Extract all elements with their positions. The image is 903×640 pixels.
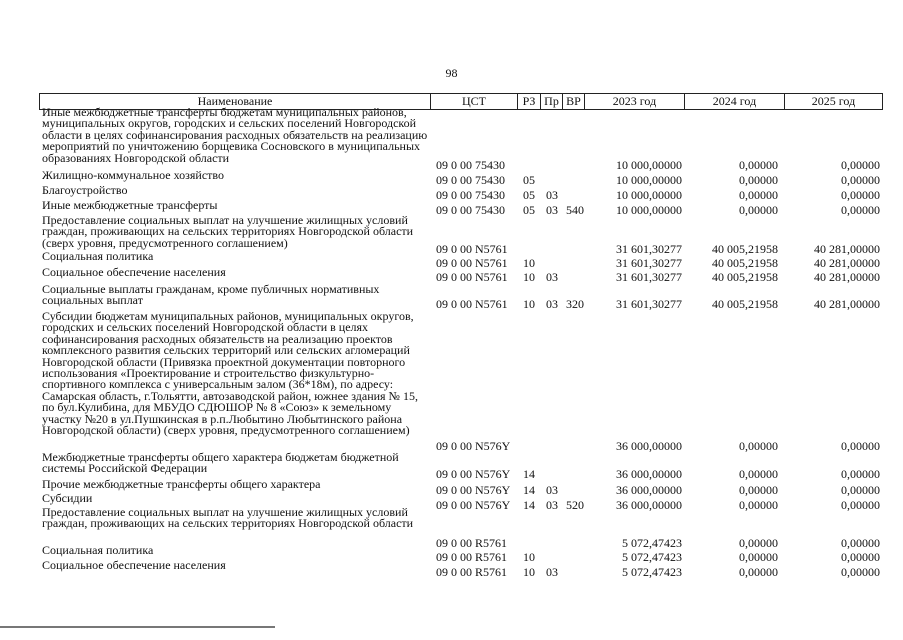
row-name: Социальная политика xyxy=(42,543,154,557)
row-name: Иные межбюджетные трансферты бюджетам муниципальных районов, муниципальных округов, городских и сельских поселений Новгородской области в целях софинансирования расходных обязательств на реализацию мероприятий по уничтожению борщевика Сосновского в муниципальных образованиях Новгородской области xyxy=(42,105,428,165)
row-rz: 14 xyxy=(523,498,535,512)
header-name: Наименование xyxy=(197,94,273,108)
row-cst: 09 0 00 N5761 xyxy=(436,256,508,270)
row-y2024: 40 005,21958 xyxy=(712,242,778,256)
row-y2023: 31 601,30277 xyxy=(616,256,682,270)
row-y2024: 0,00000 xyxy=(739,173,778,187)
row-rz: 10 xyxy=(523,297,535,311)
row-cst: 09 0 00 75430 xyxy=(436,158,505,172)
row-y2023: 36 000,00000 xyxy=(616,498,682,512)
row-name: Предоставление социальных выплат на улучшение жилищных условий граждан, проживающих на сельских территориях Новгородской области (сверх уровня, предусмотренного соглашением) xyxy=(42,213,414,250)
row-y2024: 0,00000 xyxy=(739,467,778,481)
row-y2025: 40 281,00000 xyxy=(814,242,880,256)
header-2023: 2023 год xyxy=(584,94,684,109)
row-y2025: 0,00000 xyxy=(841,550,880,564)
header-rz: РЗ xyxy=(517,94,540,109)
row-rz: 10 xyxy=(523,256,535,270)
row-name: Предоставление социальных выплат на улучшение жилищных условий граждан, проживающих на сельских территориях Новгородской области xyxy=(42,505,414,531)
row-cst: 09 0 00 N5761 xyxy=(436,297,508,311)
row-rz: 14 xyxy=(523,467,535,481)
row-cst: 09 0 00 N5761 xyxy=(436,242,508,256)
row-y2023: 36 000,00000 xyxy=(616,483,682,497)
row-cst: 09 0 00 N576Y xyxy=(436,498,511,512)
row-rz: 10 xyxy=(523,565,535,579)
row-pr: 03 xyxy=(546,498,558,512)
row-y2023: 5 072,47423 xyxy=(622,550,682,564)
row-y2024: 0,00000 xyxy=(739,188,778,202)
row-y2023: 36 000,00000 xyxy=(616,439,682,453)
row-cst: 09 0 00 N576Y xyxy=(436,439,511,453)
row-cst: 09 0 00 N576Y xyxy=(436,483,511,497)
row-y2024: 0,00000 xyxy=(739,203,778,217)
row-cst: 09 0 00 R5761 xyxy=(436,550,508,564)
header-2024: 2024 год xyxy=(684,94,784,109)
row-y2025: 0,00000 xyxy=(841,158,880,172)
row-rz: 05 xyxy=(523,203,535,217)
header-vr: ВР xyxy=(562,94,584,109)
row-y2023: 31 601,30277 xyxy=(616,297,682,311)
row-y2024: 0,00000 xyxy=(739,158,778,172)
row-name: Жилищно-коммунальное хозяйство xyxy=(42,168,225,182)
row-y2025: 40 281,00000 xyxy=(814,297,880,311)
row-y2023: 31 601,30277 xyxy=(616,242,682,256)
row-name: Субсидии xyxy=(42,491,93,505)
header-cst: ЦСТ xyxy=(430,94,517,109)
row-y2025: 0,00000 xyxy=(841,173,880,187)
row-y2023: 10 000,00000 xyxy=(616,158,682,172)
row-y2025: 0,00000 xyxy=(841,439,880,453)
row-vr: 320 xyxy=(566,297,584,311)
row-y2024: 0,00000 xyxy=(739,550,778,564)
row-name: Социальная политика xyxy=(42,249,154,263)
row-y2025: 0,00000 xyxy=(841,483,880,497)
row-cst: 09 0 00 75430 xyxy=(436,188,505,202)
row-y2025: 0,00000 xyxy=(841,467,880,481)
row-y2024: 40 005,21958 xyxy=(712,256,778,270)
row-vr: 540 xyxy=(566,203,584,217)
row-name: Социальное обеспечение населения xyxy=(42,558,226,572)
row-y2024: 0,00000 xyxy=(739,536,778,550)
row-rz: 10 xyxy=(523,270,535,284)
row-cst: 09 0 00 R5761 xyxy=(436,536,508,550)
row-pr: 03 xyxy=(546,270,558,284)
row-name: Иные межбюджетные трансферты xyxy=(42,198,218,212)
row-y2025: 0,00000 xyxy=(841,203,880,217)
row-y2024: 0,00000 xyxy=(739,439,778,453)
row-name: Социальное обеспечение населения xyxy=(42,265,226,279)
row-y2023: 5 072,47423 xyxy=(622,536,682,550)
row-y2025: 0,00000 xyxy=(841,498,880,512)
row-name: Субсидии бюджетам муниципальных районов, муниципальных округов, городских и сельских поселений Новгородской области в целях софинансирования расходных обязательств на реализацию проектов комплексного развития сельских территорий или сельских агломераций Новгородской области (Привязка проектной документации повторного использования «Проектирование и строительство физкультурно- спортивного комплекса с универсальным залом (36*18м), по адресу: Самарская область, г.Тольятти, автозаводской район, южнее здания № 15, по бул.Кулибина, для МБУДО СДЮШОР № 8 «Союз» к земельному участку №20 в ул.Пушкинская в р.п.Любытино Любытинского района Новгородской области) (сверх уровня, предусмотренного соглашением) xyxy=(42,309,419,438)
row-cst: 09 0 00 N576Y xyxy=(436,467,511,481)
page-number: 98 xyxy=(445,66,458,80)
header-pr: Пр xyxy=(540,94,562,109)
row-vr: 520 xyxy=(566,498,584,512)
row-y2024: 40 005,21958 xyxy=(712,270,778,284)
row-y2023: 10 000,00000 xyxy=(616,173,682,187)
row-rz: 05 xyxy=(523,173,535,187)
row-pr: 03 xyxy=(546,188,558,202)
row-pr: 03 xyxy=(546,203,558,217)
row-pr: 03 xyxy=(546,483,558,497)
row-cst: 09 0 00 75430 xyxy=(436,203,505,217)
row-y2024: 40 005,21958 xyxy=(712,297,778,311)
row-y2023: 10 000,00000 xyxy=(616,203,682,217)
row-pr: 03 xyxy=(546,297,558,311)
row-y2025: 0,00000 xyxy=(841,536,880,550)
divider xyxy=(0,626,275,628)
row-y2025: 40 281,00000 xyxy=(814,256,880,270)
row-y2025: 40 281,00000 xyxy=(814,270,880,284)
row-rz: 10 xyxy=(523,550,535,564)
row-name: Прочие межбюджетные трансферты общего характера xyxy=(42,477,321,491)
row-cst: 09 0 00 75430 xyxy=(436,173,505,187)
row-y2024: 0,00000 xyxy=(739,565,778,579)
row-cst: 09 0 00 N5761 xyxy=(436,270,508,284)
row-rz: 05 xyxy=(523,188,535,202)
row-name: Социальные выплаты гражданам, кроме публичных нормативных социальных выплат xyxy=(42,282,380,308)
row-y2023: 10 000,00000 xyxy=(616,188,682,202)
row-y2023: 36 000,00000 xyxy=(616,467,682,481)
row-name: Благоустройство xyxy=(42,183,128,197)
row-rz: 14 xyxy=(523,483,535,497)
row-cst: 09 0 00 R5761 xyxy=(436,565,508,579)
header-2025: 2025 год xyxy=(784,94,882,109)
row-y2025: 0,00000 xyxy=(841,188,880,202)
row-y2025: 0,00000 xyxy=(841,565,880,579)
row-y2023: 31 601,30277 xyxy=(616,270,682,284)
row-y2023: 5 072,47423 xyxy=(622,565,682,579)
row-y2024: 0,00000 xyxy=(739,483,778,497)
row-pr: 03 xyxy=(546,565,558,579)
row-name: Межбюджетные трансферты общего характера бюджетам бюджетной системы Российской Федерации xyxy=(42,450,399,476)
row-y2024: 0,00000 xyxy=(739,498,778,512)
